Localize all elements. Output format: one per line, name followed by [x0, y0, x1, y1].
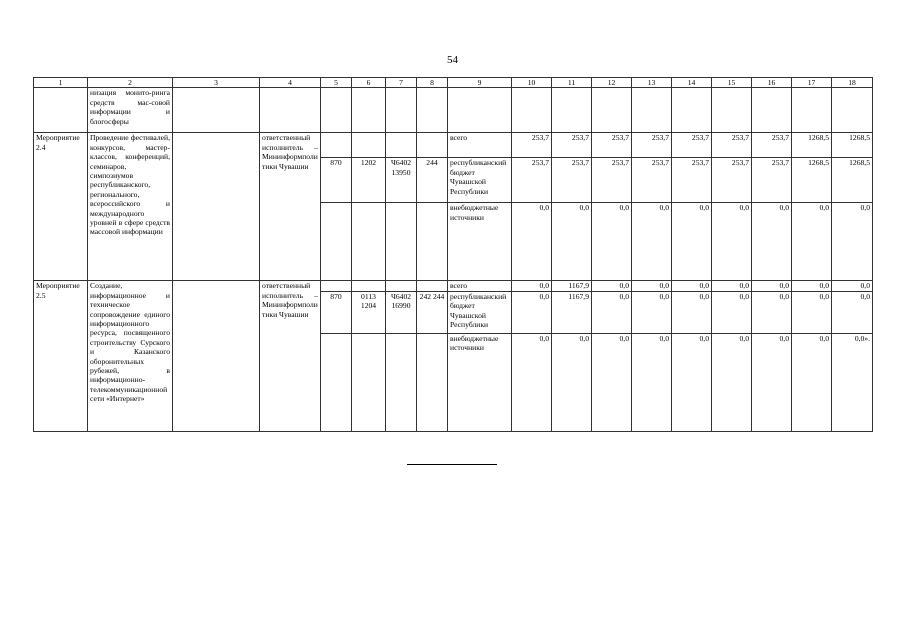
- cell: [552, 88, 592, 133]
- value-cell: 253,7: [592, 158, 632, 203]
- activity-label: Мероприятие 2.4: [34, 133, 88, 281]
- value-cell: 0,0: [672, 333, 712, 431]
- col-header: 5: [321, 78, 352, 88]
- cell: [672, 88, 712, 133]
- col-header: 3: [173, 78, 260, 88]
- value-cell: 0,0: [792, 333, 832, 431]
- value-cell: 0,0: [552, 333, 592, 431]
- value-cell: 0,0: [712, 291, 752, 333]
- cell: [448, 88, 512, 133]
- cell: 1202: [352, 158, 386, 203]
- funding-source: республиканский бюджет Чувашской Республики: [448, 158, 512, 203]
- value-cell: 0,0: [592, 291, 632, 333]
- value-cell: 1167,9: [552, 291, 592, 333]
- col-header: 11: [552, 78, 592, 88]
- value-cell: 0,0: [632, 203, 672, 281]
- value-cell: 253,7: [552, 158, 592, 203]
- executor: ответственный исполнитель – Мининформполитики Чувашии: [260, 133, 321, 281]
- value-cell: 253,7: [552, 133, 592, 158]
- value-cell: 0,0: [712, 281, 752, 291]
- value-cell: 0,0: [832, 281, 873, 291]
- activity-description: Создание, информационное и техническое сопровождение единого информационного ресурса, посвященного строительству Сурского и Казанского оборонительных рубежей, в информационно-телекоммуникационной сети «Интернет»: [88, 281, 173, 431]
- value-cell: 253,7: [752, 158, 792, 203]
- value-cell: 0,0: [712, 203, 752, 281]
- cell: [832, 88, 873, 133]
- cell: Ч6402 16990: [386, 291, 417, 333]
- value-cell: 0,0: [752, 333, 792, 431]
- cell: [417, 88, 448, 133]
- executor: ответственный исполнитель – Мининформполитики Чувашии: [260, 281, 321, 431]
- value-cell: 0,0: [832, 291, 873, 333]
- value-cell: 1268,5: [832, 133, 873, 158]
- col-header: 10: [512, 78, 552, 88]
- cell: [321, 88, 352, 133]
- cell: [632, 88, 672, 133]
- value-cell: 0,0: [552, 203, 592, 281]
- value-cell: 253,7: [512, 158, 552, 203]
- value-cell: 0,0: [832, 203, 873, 281]
- header-row: [34, 78, 873, 88]
- value-cell: 0,0: [672, 203, 712, 281]
- value-cell: 0,0: [792, 281, 832, 291]
- col-header: 13: [632, 78, 672, 88]
- value-cell: 0,0».: [832, 333, 873, 431]
- cell: [417, 333, 448, 431]
- cell: [386, 88, 417, 133]
- cell: 244: [417, 158, 448, 203]
- value-cell: 1268,5: [792, 133, 832, 158]
- value-cell: 0,0: [752, 203, 792, 281]
- cell: [352, 203, 386, 281]
- value-cell: 0,0: [752, 291, 792, 333]
- cell: [321, 333, 352, 431]
- cell: [712, 88, 752, 133]
- col-header: 15: [712, 78, 752, 88]
- cell: [592, 88, 632, 133]
- value-cell: 253,7: [632, 133, 672, 158]
- value-cell: 0,0: [632, 291, 672, 333]
- cell: [386, 203, 417, 281]
- table-row: [34, 133, 873, 158]
- activity-description: низация монито-ринга средств мас-совой информации и блогосферы: [88, 88, 173, 133]
- value-cell: 0,0: [672, 291, 712, 333]
- col-header: 6: [352, 78, 386, 88]
- value-cell: 1268,5: [832, 158, 873, 203]
- value-cell: 0,0: [512, 281, 552, 291]
- value-cell: 1268,5: [792, 158, 832, 203]
- value-cell: 0,0: [632, 281, 672, 291]
- table-row: [34, 281, 873, 291]
- col-header: 14: [672, 78, 712, 88]
- value-cell: 0,0: [592, 333, 632, 431]
- col-header: 4: [260, 78, 321, 88]
- funding-source: внебюджетные источники: [448, 333, 512, 431]
- value-cell: 0,0: [752, 281, 792, 291]
- cell: 870: [321, 158, 352, 203]
- cell: [352, 333, 386, 431]
- continuation-row: [34, 88, 873, 133]
- cell: [417, 203, 448, 281]
- value-cell: 253,7: [632, 158, 672, 203]
- funding-source: внебюджетные источники: [448, 203, 512, 281]
- cell: [173, 88, 260, 133]
- value-cell: 253,7: [512, 133, 552, 158]
- col-header: 9: [448, 78, 512, 88]
- cell: [792, 88, 832, 133]
- col-header: 16: [752, 78, 792, 88]
- value-cell: 253,7: [672, 133, 712, 158]
- value-cell: 0,0: [592, 281, 632, 291]
- cell: [173, 281, 260, 431]
- value-cell: 0,0: [672, 281, 712, 291]
- value-cell: 0,0: [512, 291, 552, 333]
- col-header: 7: [386, 78, 417, 88]
- col-header: 8: [417, 78, 448, 88]
- value-cell: 253,7: [712, 158, 752, 203]
- funding-source: всего: [448, 281, 512, 291]
- value-cell: 0,0: [712, 333, 752, 431]
- value-cell: 0,0: [592, 203, 632, 281]
- cell: [352, 281, 386, 291]
- cell: [34, 88, 88, 133]
- cell: [321, 281, 352, 291]
- cell: 870: [321, 291, 352, 333]
- col-header: 18: [832, 78, 873, 88]
- cell: 0113 1204: [352, 291, 386, 333]
- cell: [260, 88, 321, 133]
- cell: [752, 88, 792, 133]
- funding-source: всего: [448, 133, 512, 158]
- cell: [352, 133, 386, 158]
- value-cell: 0,0: [632, 333, 672, 431]
- value-cell: 0,0: [512, 333, 552, 431]
- cell: [417, 133, 448, 158]
- value-cell: 1167,9: [552, 281, 592, 291]
- cell: [386, 281, 417, 291]
- cell: [321, 203, 352, 281]
- col-header: 1: [34, 78, 88, 88]
- value-cell: 0,0: [792, 203, 832, 281]
- activity-label: Мероприятие 2.5: [34, 281, 88, 431]
- value-cell: 253,7: [592, 133, 632, 158]
- activity-description: Проведение фестивалей, конкурсов, мастер-классов, конференций, семинаров, симпозиумов республиканского, регионального, всероссийского и международного уровней в сфере средств массовой информации: [88, 133, 173, 281]
- value-cell: 253,7: [712, 133, 752, 158]
- cell: [173, 133, 260, 281]
- cell: [386, 333, 417, 431]
- cell: [417, 281, 448, 291]
- cell: [321, 133, 352, 158]
- footer-divider: [407, 464, 497, 465]
- col-header: 12: [592, 78, 632, 88]
- cell: [386, 133, 417, 158]
- value-cell: 0,0: [792, 291, 832, 333]
- value-cell: 253,7: [752, 133, 792, 158]
- cell: Ч6402 13950: [386, 158, 417, 203]
- cell: [352, 88, 386, 133]
- col-header: 17: [792, 78, 832, 88]
- col-header: 2: [88, 78, 173, 88]
- cell: 242 244: [417, 291, 448, 333]
- budget-table: [33, 77, 873, 432]
- page-number: 54: [447, 54, 458, 66]
- cell: [512, 88, 552, 133]
- funding-source: республиканский бюджет Чувашской Республики: [448, 291, 512, 333]
- value-cell: 0,0: [512, 203, 552, 281]
- value-cell: 253,7: [672, 158, 712, 203]
